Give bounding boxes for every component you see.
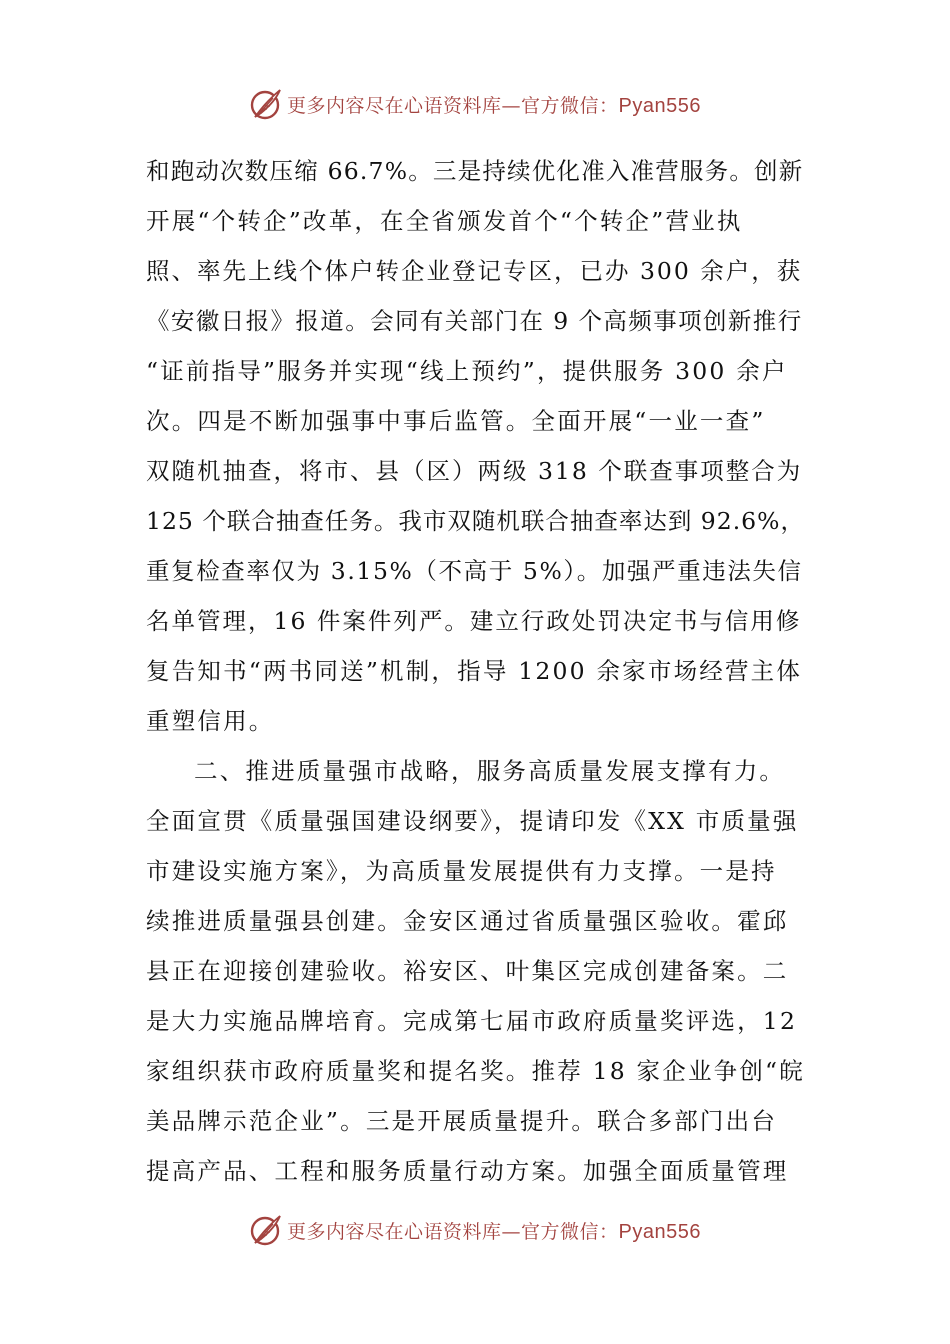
text-line: 和跑动次数压缩 66.7%。三是持续优化准入准营服务。创新 xyxy=(146,157,804,185)
text-line: 次。四是不断加强事中事后监管。全面开展“一业一查” xyxy=(146,407,766,435)
text-line: 美品牌示范企业”。三是开展质量提升。联合多部门出台 xyxy=(146,1107,778,1135)
text-line: 市建设实施方案》，为高质量发展提供有力支撑。一是持 xyxy=(146,857,777,885)
text-line: “证前指导”服务并实现“线上预约”，提供服务 300 余户 xyxy=(146,357,788,385)
text-line: 全面宣贯《质量强国建设纲要》，提请印发《XX 市质量强 xyxy=(146,807,799,835)
quill-pen-logo-icon xyxy=(249,1213,283,1247)
text-line: 重塑信用。 xyxy=(146,707,275,735)
section-heading: 二、推进质量强市战略，服务高质量发展支撑有力。 xyxy=(194,757,786,785)
text-line: 县正在迎接创建验收。裕安区、叶集区完成创建备案。二 xyxy=(146,957,789,985)
header-watermark-banner xyxy=(0,84,950,124)
text-line: 《安徽日报》报道。会同有关部门在 9 个高频事项创新推行 xyxy=(146,307,803,335)
watermark-text: 更多内容尽在心语资料库—官方微信：Pyan556 xyxy=(287,94,701,117)
text-line: 双随机抽查，将市、县（区）两级 318 个联查事项整合为 xyxy=(146,457,803,485)
text-line: 家组织获市政府质量奖和提名奖。推荐 18 家企业争创“皖 xyxy=(146,1057,805,1085)
text-line: 是大力实施品牌培育。完成第七届市政府质量奖评选，12 xyxy=(146,1007,798,1035)
footer-watermark-banner xyxy=(0,1210,950,1250)
wechat-id: Pyan556 xyxy=(618,94,701,117)
text-line: 照、率先上线个体户转企业登记专区，已办 300 余户，获 xyxy=(146,257,803,285)
text-line: 名单管理，16 件案件列严。建立行政处罚决定书与信用修 xyxy=(146,607,802,635)
wechat-id: Pyan556 xyxy=(618,1220,701,1243)
text-line: 续推进质量强县创建。金安区通过省质量强区验收。霍邱 xyxy=(146,907,789,935)
text-line: 重复检查率仅为 3.15%（不高于 5%）。加强严重违法失信 xyxy=(146,557,803,585)
watermark-text: 更多内容尽在心语资料库—官方微信：Pyan556 xyxy=(287,1220,701,1243)
text-line: 开展“个转企”改革，在全省颁发首个“个转企”营业执 xyxy=(146,207,743,235)
quill-pen-logo-icon xyxy=(249,87,283,121)
document-body xyxy=(146,146,806,1196)
text-line: 复告知书“两书同送”机制，指导 1200 余家市场经营主体 xyxy=(146,657,803,685)
text-line: 提高产品、工程和服务质量行动方案。加强全面质量管理 xyxy=(146,1157,789,1185)
text-line: 125 个联合抽查任务。我市双随机联合抽查率达到 92.6%， xyxy=(146,507,805,535)
